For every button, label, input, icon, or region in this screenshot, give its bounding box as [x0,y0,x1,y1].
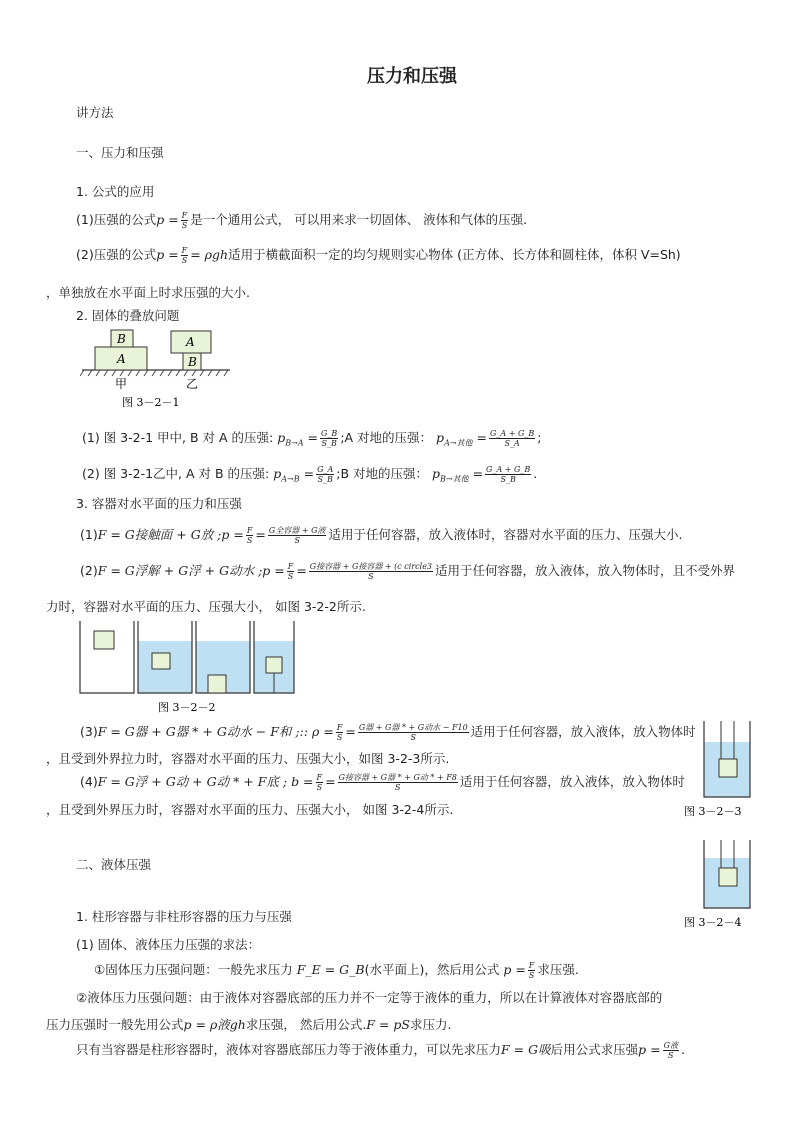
q2-f1-den: S_B [317,475,333,484]
s2-p1-f: F_E = G_B [296,962,365,977]
c2-num2: G接容器 + G接容器 + (c circle3 [309,562,433,571]
q1-f1-den: S_B [321,439,337,448]
q2-f1-frac [316,465,334,484]
q2-f2-sub: B→其他 [440,474,469,484]
c2-formula: F = G浮解 + G浮 + G动水 ; [97,563,263,578]
q1-f1-frac [320,429,338,448]
q2-f2-frac [485,465,531,484]
p2-num: F [181,246,188,255]
c3-line: (3)F = G器 + G器 * + G动水 − F和 ;:: ρ = $\frac{F}{S}$ = $\frac{\text{G器 + G器 * + G动水 − F10}}{S}$ 适用于任何容器，放入液体，放入物体时 [80,723,696,742]
p2-fraction [181,246,189,265]
s2-p1-num: F [528,961,535,970]
q2-f2-den: S_B [500,475,516,484]
label-jia: 甲 [115,377,128,391]
figure-3-2-3 [684,717,764,821]
c3-den2: S [410,733,416,742]
c4-frac2 [338,773,458,792]
p2-rhs: = ρgh [190,247,229,262]
c1-post: 适用于任何容器，放入液体时，容器对水平面的压力、压强大小. [328,527,683,542]
fig1-caption: 图 3－2－1 [122,396,180,409]
c2-den2: S [368,572,374,581]
q2-f2-num: G_A + G_B [486,465,531,474]
p1-lhs: p = [156,212,179,227]
s2-p3-f: F = G吸 [501,1042,551,1057]
s2-p3-den: S [668,1051,674,1060]
block-b-label-jia: B [117,332,126,346]
c1-frac [246,526,254,545]
p2-den: S [181,256,188,265]
subtitle: 讲方法 [76,105,114,120]
q1-f1-num: G_B [321,429,338,438]
p1-pre: (1)压强的公式 [76,212,157,227]
s2-para-1 [94,960,579,980]
q1-f2-den: S_A [504,439,520,448]
q1-f2-num: G_A + G_B [490,429,535,438]
section-heading-1: 一、压力和压强 [76,145,164,160]
figure-3-2-2 [78,619,300,715]
paragraph-2 [76,245,681,265]
s2-p1-frac [528,961,536,980]
p1-num: F [181,211,188,220]
page-title: 压力和压强 [367,66,457,87]
s2-p1-den: S [528,971,535,980]
c3-formula: F = G器 + G器 * + G动水 − F和 ;:: ρ = [97,724,334,739]
q2-pre: (2) 图 3-2-1乙中, A 对 B 的压强: [82,466,270,481]
c3-num2: G器 + G器 * + G动水 − F10 [358,723,468,732]
s2-p1-post: 求压强. [537,962,579,977]
p1-den: S [181,221,188,230]
c3-post: 适用于任何容器，放入液体，放入物体时 [470,724,696,739]
s2-p2-post: 求压力. [409,1017,452,1032]
block-a-label-yi: A [186,335,195,349]
c3-frac [336,723,344,742]
block-a-label-jia: A [117,352,126,366]
c2-num: F [287,562,294,571]
c3-frac2 [358,723,469,742]
p1-post: 是一个通用公式， 可以用来求一切固体、 液体和气体的压强. [190,212,528,227]
q1-f1-sub: B→A [285,438,304,448]
q1-mid: ;A 对地的压强： [340,430,433,445]
figure-3-2-1 [80,326,240,410]
s2-p3-end: . [680,1042,685,1057]
c4-post: 适用于任何容器，放入液体，放入物体时 [459,774,685,789]
c1-p: p = [221,527,244,542]
c4-line: (4)F = G浮 + G动 + G动 * + F底 ; b = $\frac{F}{S}$ = $\frac{\text{G接容器 + G器 * + G动 * + F8}}{S}$ 适用于任何容器，放入液体，放入物体时 [80,773,685,792]
block-b-label-yi: B [188,355,197,369]
figure-3-2-4 [684,838,764,934]
q1-f1-lhs: p [277,430,286,445]
c3-den: S [336,733,343,742]
q2-mid: ;B 对地的压强： [336,466,428,481]
p2-lhs: p = [156,247,179,262]
q1-f2-sub: A→其他 [444,438,473,448]
s2-para-2: ②液体压力压强问题：由于液体对容器底部的压力并不一定等于液体的重力，所以在计算液体对容器底部的 [76,990,663,1005]
fig2-caption: 图 3－2－2 [158,701,216,714]
s2-para-2-cont [46,1015,451,1033]
q1-f2-frac [489,429,535,448]
item-heading-1: 1. 公式的应用 [76,184,155,199]
s2-p3-pre: 只有当容器是柱形容器时，液体对容器底部压力等于液体重力，可以先求压力 [76,1042,502,1057]
s2-p3-mid: 后用公式求压强 [550,1042,639,1057]
fig3-caption: 图 3－2－3 [684,805,742,818]
c3-cont: ，且受到外界拉力时，容器对水平面的压力、压强大小，如图 3-2-3所示. [46,751,450,766]
label-yi: 乙 [186,377,199,391]
q2-f1-num: G_A [317,465,334,474]
c2-p: p = [262,563,285,578]
c4-den2: S [394,783,401,792]
c1-pre: (1) [80,527,98,542]
c1-frac2 [268,526,327,545]
q1-line: (1) 图 3-2-1 甲中, B 对 A 的压强: $p_{B\to A}$ = $\frac{G\_B}{S\_B}$ ;A 对地的压强： $p_{A\to 其他}$ = $\frac{G\_A + G\_B}{S\_A}$ ; [82,429,542,448]
c4-num: F [316,773,323,782]
s2-p3-frac [663,1041,679,1060]
c2-pre: (2) [80,563,98,578]
s2-p1-mid: (水平面上)，然后用公式 [364,962,500,977]
s2-p3-num: G液 [663,1041,678,1050]
c4-den: S [316,783,323,792]
q1-pre: (1) 图 3-2-1 甲中, B 对 A 的压强: [82,430,274,445]
c4-formula: F = G浮 + G动 + G动 * + F底 ; b = [97,774,314,789]
s2-p1-lhs: p = [503,962,526,977]
c1-den2: S [294,536,300,545]
fig4-caption: 图 3－2－4 [684,916,742,929]
p2-post: 适用于横截面积一定的均匀规则实心物体 (正方体、长方体和圆柱体，体积 V=Sh) [228,247,681,262]
c1-line: (1)F = G接触面 + G放 ;p = $\frac{F}{S}$ = $\frac{\text{G全容器 + G液}}{S}$ 适用于任何容器，放入液体时，容器对水平面的压力、压强大小. [80,526,683,545]
c1-formula: F = G接触面 + G放 ; [97,527,222,542]
s2-p2-f2: F = pS [366,1017,410,1032]
paragraph-1 [76,210,527,230]
q2-end: . [533,466,538,481]
q2-f1-sub: A→B [281,474,300,484]
c4-num2: G接容器 + G器 * + G动 * + F8 [338,773,457,782]
c4-frac [316,773,324,792]
q2-line: (2) 图 3-2-1乙中, A 对 B 的压强: $p_{A\to B}$ = $\frac{G\_A}{S\_B}$ ;B 对地的压强： $p_{B\to 其他}$ = $\frac{G\_A + G\_B}{S\_B}$ . [82,465,538,484]
s2-p2-mid: 求压强， 然后用公式. [245,1017,367,1032]
c2-den: S [287,572,294,581]
c2-line: (2)F = G浮解 + G浮 + G动水 ;p = $\frac{F}{S}$ = $\frac{\text{G接容器 + G接容器 + (c circle3}}{S}$ 适用于任何容器，放入液体，放入物体时，且不受外界 [80,562,736,581]
c2-frac [287,562,295,581]
q2-f2-lhs: p [431,466,440,481]
s2-p1-pre: ①固体压力压强问题：一般先求压力 [94,962,293,977]
c2-post: 适用于任何容器，放入液体，放入物体时，且不受外界 [435,563,736,578]
item-heading-s2-1: 1. 柱形容器与非柱形容器的压力与压强 [76,909,292,924]
c2-cont: 力时，容器对水平面的压力、压强大小， 如图 3-2-2所示. [46,599,366,614]
item-heading-2: 2. 固体的叠放问题 [76,308,180,323]
c3-pre: (3) [80,724,98,739]
c3-num: F [336,723,343,732]
q2-f1-lhs: p [273,466,282,481]
c4-pre: (4) [80,774,98,789]
c1-num: F [246,526,253,535]
item-heading-3: 3. 容器对水平面的压力和压强 [76,496,242,511]
c1-den: S [246,536,253,545]
c2-frac2 [309,562,433,581]
q1-f2-lhs: p [436,430,445,445]
paragraph-2-cont: ，单独放在水平面上时求压强的大小. [46,285,250,300]
s2-p3-lhs: p = [638,1042,661,1057]
s2-p2-f1: p = ρ液gh [183,1017,246,1032]
q1-end: ; [537,430,542,445]
c1-num2: G全容器 + G液 [268,526,326,535]
s2-para-3 [76,1040,685,1060]
p2-pre: (2)压强的公式 [76,247,157,262]
s2-p2-cont-pre: 压力压强时一般先用公式 [46,1017,184,1032]
c4-cont: ，且受到外界压力时，容器对水平面的压力、压强大小， 如图 3-2-4所示. [46,802,454,817]
p1-fraction [181,211,189,230]
section-heading-2: 二、液体压强 [76,857,152,872]
sub-heading-s2-1: (1) 固体、液体压力压强的求法： [76,937,261,952]
